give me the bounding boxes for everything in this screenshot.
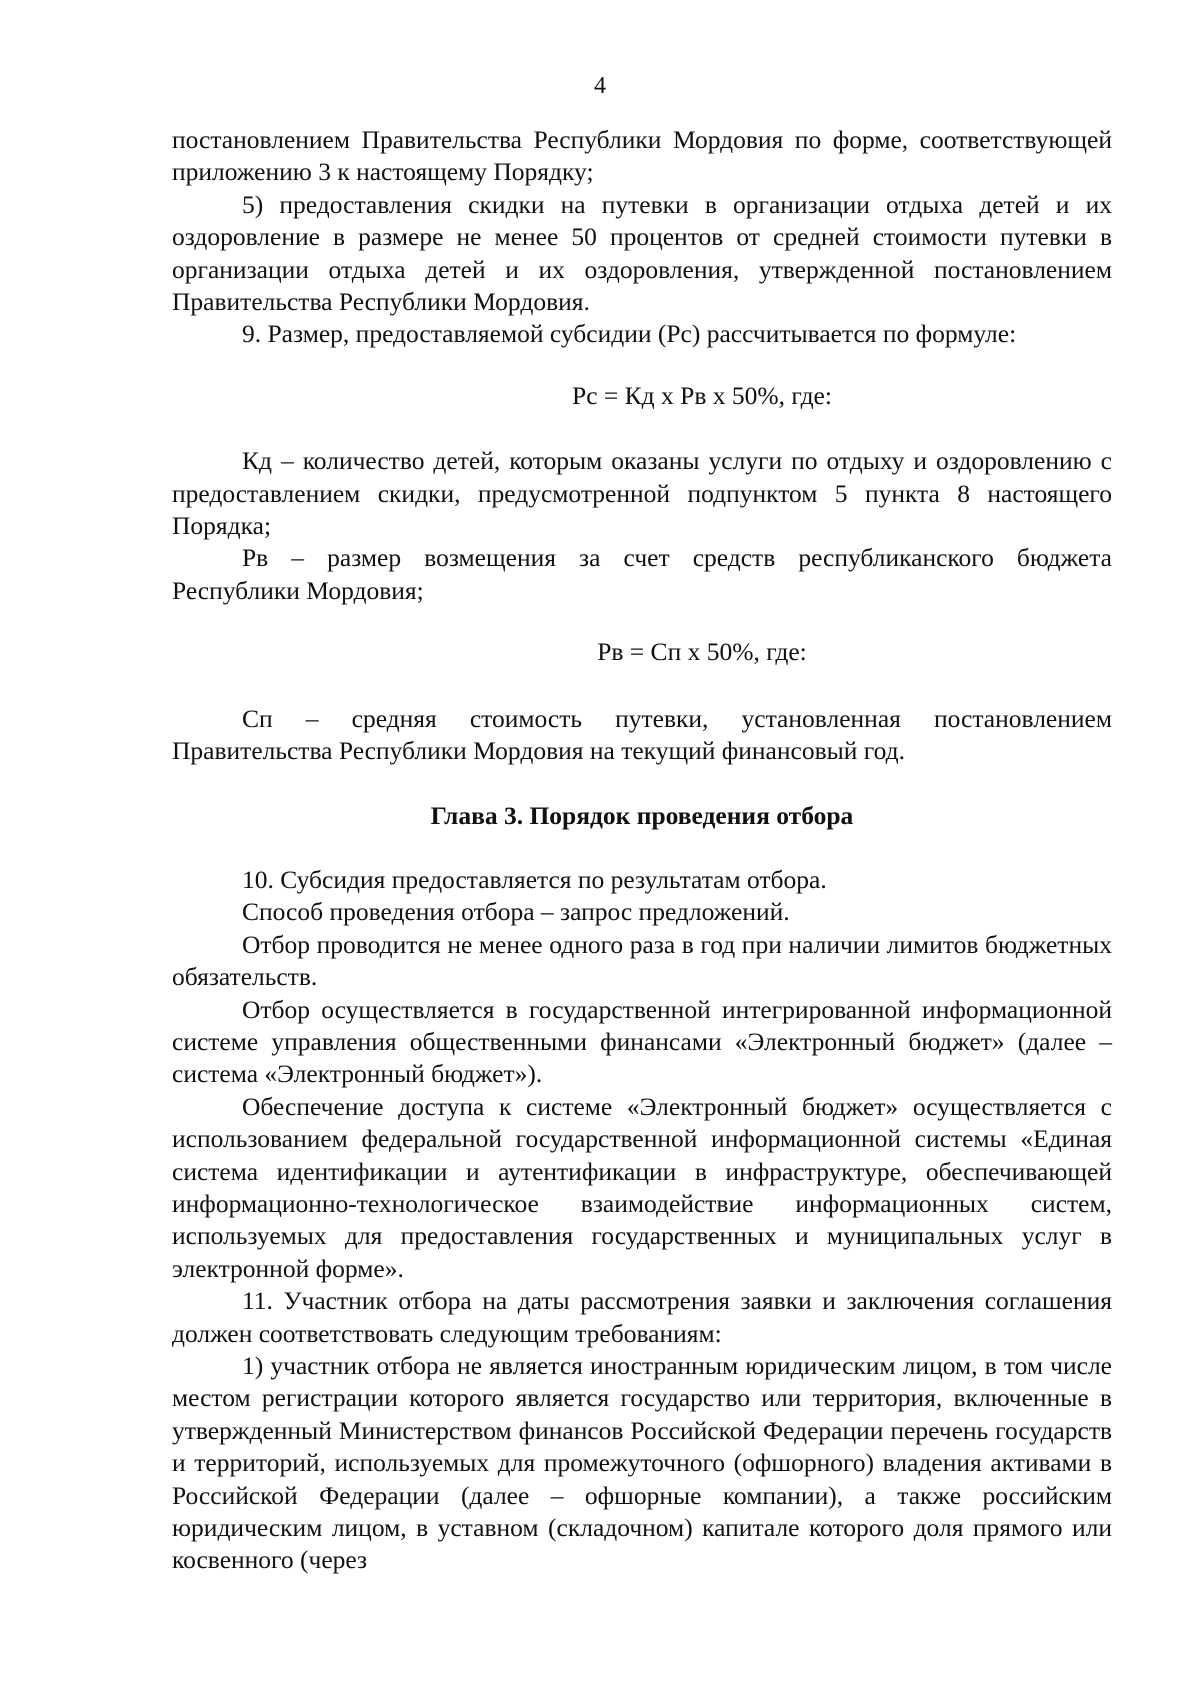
paragraph-requirement-1: 1) участник отбора не является иностранным юридическим лицом, в том числе местом регистрации которого является государство или территория, включенные в утвержденный Министерством финансов Российской Федерации перечень государств и территорий, используемых для промежуточного (офшорного) владения активами в Российской Федерации (далее – офшорные компании), а также российским юридическим лицом, в уставном (складочном) капитале которого доля прямого или косвенного (через [172,1351,1112,1575]
paragraph-item-5: 5) предоставления скидки на путевки в организации отдыха детей и их оздоровление в размере не менее 50 процентов от средней стоимости путевки в организации отдыха детей и их оздоровления, утвержденной постановлением Правительства Республики Мордовия. [172,189,1112,317]
paragraph-kd-definition: Кд – количество детей, которым оказаны услуги по отдыху и оздоровлению с предоставлением скидки, предусмотренной подпунктом 5 пункта 8 настоящего Порядка; [172,446,1112,541]
paragraph-point-11: 11. Участник отбора на даты рассмотрения заявки и заключения соглашения должен соответствовать следующим требованиям: [172,1286,1112,1348]
paragraph-rv-definition: Рв – размер возмещения за счет средств республиканского бюджета Республики Мордовия; [172,543,1112,605]
paragraph-continuation: постановлением Правительства Республики Мордовия по форме, соответствующей приложению 3 к настоящему Порядку; [172,125,1112,187]
paragraph-point-10: 10. Субсидия предоставляется по результатам отбора. [242,864,827,894]
paragraph-selection-frequency: Отбор проводится не менее одного раза в год при наличии лимитов бюджетных обязательств. [172,929,1112,992]
paragraph-selection-method: Способ проведения отбора – запрос предложений. [242,897,790,927]
paragraph-selection-system: Отбор осуществляется в государственной интегрированной информационной системе управления общественными финансами «Электронный бюджет» (далее – система «Электронный бюджет»). [172,994,1112,1089]
paragraph-sp-definition: Сп – средняя стоимость путевки, установленная постановлением Правительства Республики Мордовия на текущий финансовый год. [172,703,1112,766]
chapter-title: Глава 3. Порядок проведения отбора [430,800,854,830]
page-number: 4 [594,73,606,99]
formula-reimbursement: Рв = Сп х 50%, где: [597,637,807,667]
document-body [172,124,1112,1577]
paragraph-system-access: Обеспечение доступа к системе «Электронный бюджет» осуществляется с использованием федеральной государственной информационной системы «Единая система идентификации и аутентификации в инфраструктуре, обеспечивающей информационно-технологическое взаимодействие информационных систем, используемых для предоставления государственных и муниципальных услуг в электронной форме». [172,1091,1112,1283]
formula-subsidy: Рс = Кд х Рв х 50%, где: [572,380,832,410]
paragraph-point-9: 9. Размер, предоставляемой субсидии (Рс) рассчитывается по формуле: [242,319,1017,349]
